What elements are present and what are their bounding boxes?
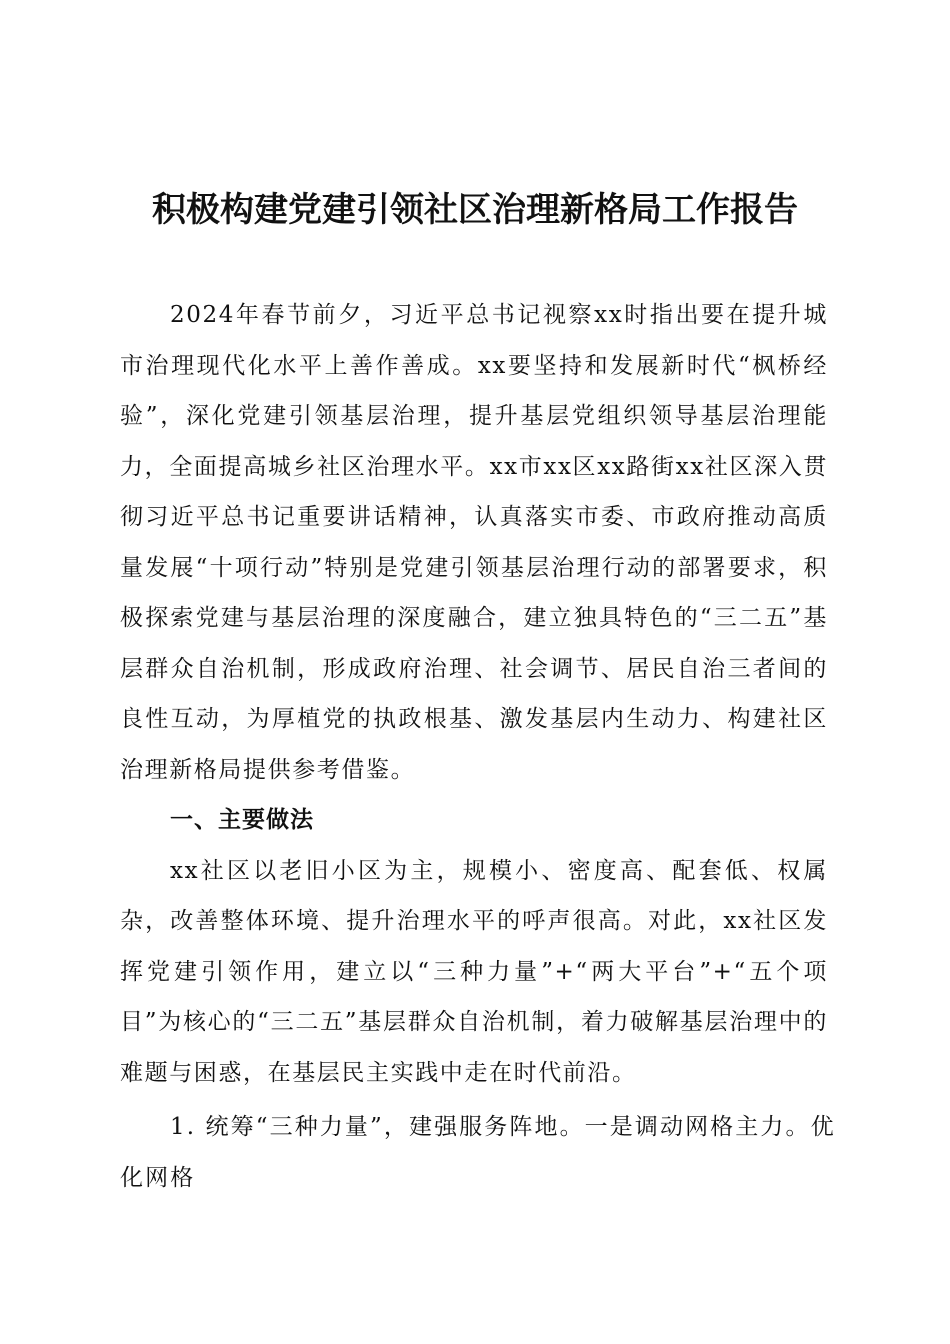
section-paragraph: xx社区以老旧小区为主，规模小、密度高、配套低、权属杂，改善整体环境、提升治理水平的呼声很高。对此，xx社区发挥党建引领作用，建立以“三种力量”+“两大平台”+“五个项目”为核心的“三二五”基层群众自治机制，着力破解基层治理中的难题与困惑，在基层民主实践中走在时代前沿。 (120, 857, 828, 1086)
item-paragraph: 1. 统筹“三种力量”，建强服务阵地。一是调动网格主力。优化网格 (120, 1114, 836, 1191)
section-heading: 一、主要做法 (170, 807, 314, 833)
document-body (120, 290, 836, 1203)
document-title: 积极构建党建引领社区治理新格局工作报告 (152, 190, 798, 230)
intro-paragraph: 2024年春节前夕，习近平总书记视察xx时指出要在提升城市治理现代化水平上善作善成。xx要坚持和发展新时代“枫桥经验”，深化党建引领基层治理，提升基层党组织领导基层治理能力，全面提高城乡社区治理水平。xx市xx区xx路街xx社区深入贯彻习近平总书记重要讲话精神，认真落实市委、市政府推动高质量发展“十项行动”特别是党建引领基层治理行动的部署要求，积极探索党建与基层治理的深度融合，建立独具特色的“三二五”基层群众自治机制，形成政府治理、社会调节、居民自治三者间的良性互动，为厚植党的执政根基、激发基层内生动力、构建社区治理新格局提供参考借鉴。 (120, 302, 828, 783)
